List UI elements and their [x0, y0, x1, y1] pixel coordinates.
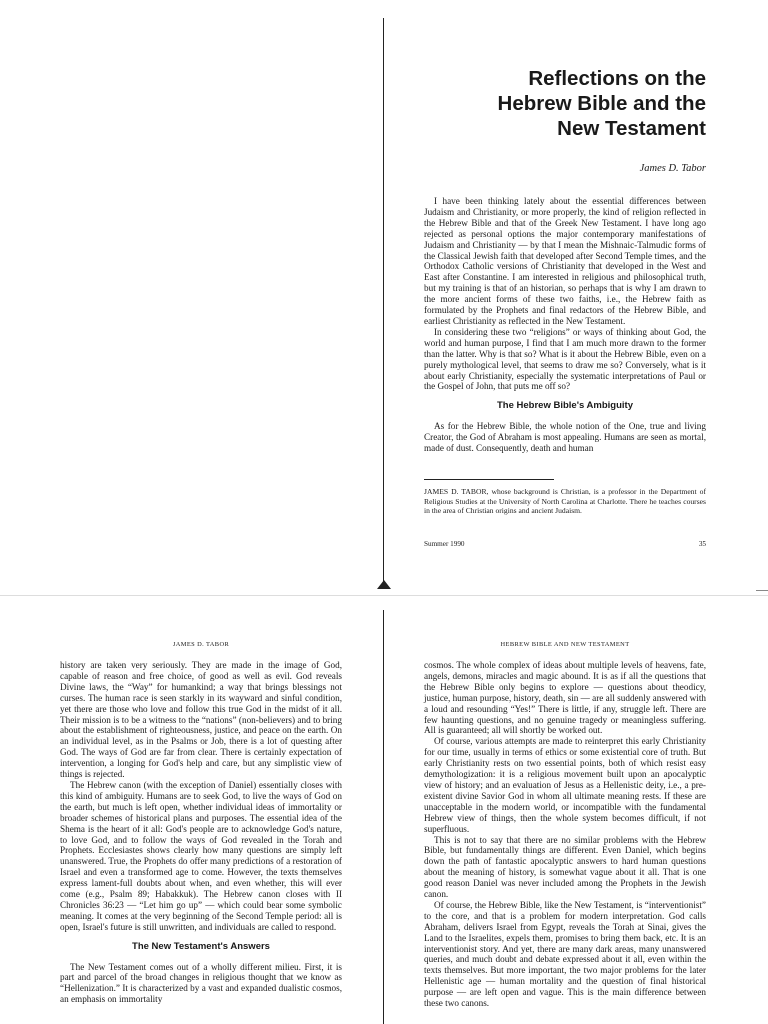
left-page-column: [60, 660, 342, 1005]
body-paragraph: Of course, various attempts are made to reinterpret this early Christianity for our time, usually in terms of ethics or some existential core of truth. But early Christianity rests on two essential points, both of which resist easy demythologization: it is a religious movement built upon an apocalyptic view of history; and an evaluation of Jesus as a Hellenistic deity, i.e., a pre-existent divine Savior God in whom all ultimate meaning rests. If these are unacceptable in the modern world, or incompatible with the fundamental Hebrew view of things, then the whole system becomes difficult, if not superfluous.: [424, 736, 706, 834]
article-author: James D. Tabor: [639, 163, 706, 174]
section-heading: The New Testament's Answers: [132, 940, 270, 952]
running-head-left: JAMES D. TABOR: [172, 641, 230, 648]
gutter-marker: [377, 580, 391, 589]
section-heading: The Hebrew Bible's Ambiguity: [497, 400, 633, 412]
crop-mark: [756, 590, 768, 591]
body-paragraph: cosmos. The whole complex of ideas about multiple levels of heavens, fate, angels, demons, miracles and magic abound. It is as if all the questions that the Hebrew Bible only begins to explore — questions about theodicy, justice, human purpose, history, death, sin — are all suddenly answered with a loud and resounding “Yes!” There is little, if any, struggle left. There are few haunting questions, and no genuine tragedy or meaningless suffering. All is guaranteed; all will shortly be worked out.: [424, 660, 706, 736]
gutter-rule-top: [383, 18, 384, 583]
right-page-column: [424, 660, 706, 1009]
author-footnote: JAMES D. TABOR, whose background is Christian, is a professor in the Department of Religious Studies at the University of North Carolina at Charlotte. There he teaches courses in the area of Christian origins and ancient Judaism.: [424, 487, 706, 516]
body-paragraph: In considering these two “religions” or ways of thinking about God, the world and human purpose, I find that I am much more drawn to the former than the latter. Why is that so? What is it about the Hebrew Bible, even on a purely mythological level, that seems to draw me so? Conversely, what is it about early Christianity, especially the systematic interpretations of Paul or the Gospel of John, that puts me off so?: [424, 326, 706, 392]
title-line: Reflections on the: [528, 67, 706, 90]
gutter-rule-bottom: [383, 610, 384, 1024]
body-paragraph: The Hebrew canon (with the exception of Daniel) essentially closes with this kind of ambiguity. Humans are to seek God, to live the ways of God on the earth, but much is left open, whether individual ideas of immortality or broader schemes of historical plans and purposes. The essential idea of the Shema is the heart of it all: God's people are to acknowledge God's nature, to love God, and to follow the ways of God revealed in the Torah and Prophets. Ecclesiastes shows clearly how many questions are simply left unanswered. True, the Prophets do offer many predictions of a restoration of Israel and even a transformed age to come. However, the texts themselves express lament-full doubts about when, and even whether, this will ever come (e.g., Psalm 89; Habakkuk). The Hebrew canon closes with II Chronicles 36:23 — “Let him go up” — which could bear some symbolic meaning. It comes at the very beginning of the Second Temple period: all is open, Israel's future is still unwritten, and individuals are called to respond.: [60, 779, 342, 932]
body-paragraph: I have been thinking lately about the essential differences between Judaism and Christianity, or more properly, the kind of religion reflected in the Hebrew Bible and that of the Greek New Testament. I have long ago rejected as personal options the major contemporary manifestations of Judaism and Christianity — by that I mean the Mishnaic-Talmudic forms of the Classical Jewish faith that developed after Second Temple times, and the Orthodox Catholic versions of Christianity that developed in the West and East after Constantine. I am interested in religious and philosophical truth, but my training is that of an historian, so perhaps that is why I am drawn to the more ancient forms of these two faiths, i.e., the Hebrew faith as formulated by the Prophets and final redactors of the Hebrew Bible, and earliest Christianity as reflected in the New Testament.: [424, 196, 706, 326]
body-paragraph: The New Testament comes out of a wholly different milieu. First, it is part and parcel of the broad changes in religious thought that we know as “Hellenization.” It is characterized by a vast and expanded dualistic cosmos, an emphasis on immortality: [60, 961, 342, 1005]
page-number: 35: [698, 540, 706, 548]
footnote-rule: [424, 479, 554, 480]
page-fold: [0, 595, 768, 596]
title-line: Hebrew Bible and the: [497, 92, 706, 115]
body-paragraph: As for the Hebrew Bible, the whole notion of the One, true and living Creator, the God of Abraham is most appealing. Humans are seen as mortal, made of dust. Consequently, death and human: [424, 421, 706, 454]
intro-column: [424, 196, 706, 454]
article-title: [400, 66, 706, 141]
title-line: New Testament: [557, 117, 706, 140]
issue-date: Summer 1990: [424, 540, 465, 548]
body-paragraph: This is not to say that there are no similar problems with the Hebrew Bible, but fundamentally things are different. Even Daniel, which begins down the path of fantastic apocalyptic answers to hard human questions about the meaning of history, is somewhat vague about it all. That is one good reason Daniel was never included among the Prophets in the Jewish canon.: [424, 834, 706, 900]
body-paragraph: history are taken very seriously. They are made in the image of God, capable of reason and free choice, of good as well as evil. God reveals Divine laws, the “Way” for humankind; a way that brings blessings not curses. The human race is seen starkly in its wayward and sinful condition, yet there are those who love and follow this true God in the midst of it all. Their mission is to be a witness to the “nations” (non-believers) and to bring about the establishment of righteousness, justice, and peace on the earth. On an individual level, as in the Psalms or Job, there is a lot of questing after God. The ways of God are far from clear. There is certainly expectation of intervention, a longing for God's help and care, but any simplistic view of things is rejected.: [60, 660, 342, 780]
body-paragraph: Of course, the Hebrew Bible, like the New Testament, is “interventionist” to the core, and that is a problem for modern interpretation. God calls Abraham, delivers Israel from Egypt, reveals the Torah at Sinai, gives the Land to the Israelites, expels them, promises to bring them back, etc. It is an interventionist story. And yet, there are many dark areas, many unanswered queries, and much doubt and debate expressed about it all, even within the texts themselves. But more important, the two major problems for the later Hellenistic age — human mortality and the question of final historical purpose — are left open and vague. This is the main difference between these two canons.: [424, 899, 706, 1009]
running-head-right: HEBREW BIBLE AND NEW TESTAMENT: [500, 641, 630, 648]
